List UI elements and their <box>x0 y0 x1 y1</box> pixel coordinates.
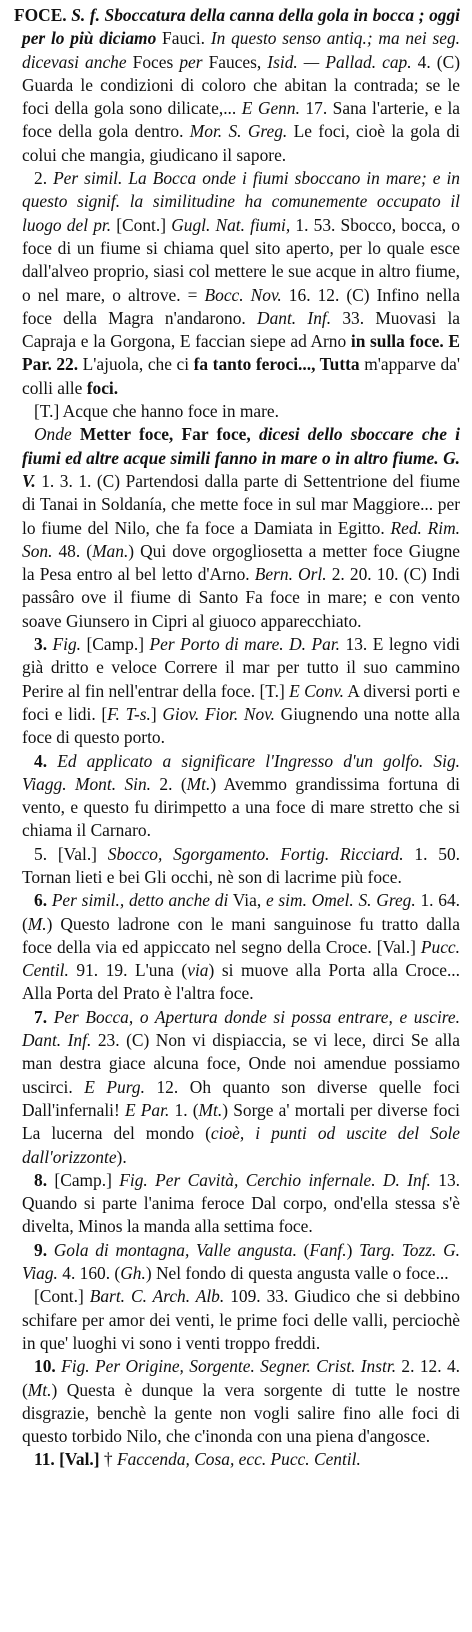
text-run: ) Qui dove orgogliosetta a metter foce Giugne la Pesa entro al bel letto d'Arno. <box>22 540 461 585</box>
text-run: In questo senso antiq.; ma nei seg. dicevasi anche <box>22 28 460 72</box>
entry-sense-paragraph <box>22 1448 460 1471</box>
text-run: 13. E legno vidi già dritto e veloce Correre il mar per tutto il suo cammino Perire al fin nell'entrar della foce. [T.] <box>22 634 461 701</box>
entry-sense-paragraph <box>22 1285 460 1355</box>
text-run: ) <box>346 1239 360 1260</box>
entry-sense-paragraph <box>22 423 460 633</box>
text-run: 8. <box>34 1169 55 1190</box>
text-run: 9. <box>34 1239 54 1260</box>
text-run: Giov. Fior. Nov. <box>162 703 275 724</box>
entry-sense-paragraph <box>22 1355 460 1448</box>
text-run: 3. <box>34 634 53 655</box>
text-run: S. f. Sboccatura della canna della gola in bocca ; oggi per lo più diciamo <box>22 5 460 49</box>
text-run: 5. [Val.] <box>34 843 108 864</box>
text-run: Dant. Inf. <box>257 307 332 328</box>
text-run: FOCE. <box>14 5 67 25</box>
text-run: ) Avemmo grandissima fortuna di vento, e questo fu dirimpetto a una foce di mare stretto che si chiama il Carnaro. <box>22 773 460 841</box>
text-run: L'ajuola, che ci <box>78 354 194 375</box>
text-run: Le foci, cioè la gola di colui che mangia, giudicano il sapore. <box>22 121 460 165</box>
text-run: A diversi porti e foci e lidi. [ <box>22 680 460 724</box>
text-run: 91. 19. L'una ( <box>68 960 188 981</box>
text-run: Mor. S. Greg. <box>189 121 288 142</box>
text-run: E Purg. <box>84 1076 145 1097</box>
text-run: 17. Sana l'arterie, e la foce della gola dentro. <box>22 98 461 142</box>
text-run: Gh. <box>120 1263 146 1284</box>
text-run: 2. 12. 4. ( <box>22 1356 460 1400</box>
text-run: ( <box>296 1239 310 1260</box>
text-run: Fauces, <box>202 51 268 72</box>
text-run: Per Bocca, o Apertura donde si possa entrare, e uscire. Dant. Inf. <box>22 1006 460 1051</box>
text-run: 7. <box>34 1006 54 1027</box>
text-run: ) Sorge a' mortali per diverse foci La lucerna del mondo ( <box>22 1099 460 1144</box>
text-run: 13. Quando si parte l'anima feroce Dal corpo, ond'ella stessa s'è divelta, Minos la manda alla settima foce. <box>22 1169 460 1237</box>
text-run: via <box>187 960 209 981</box>
text-run: 33. Muovasi la Capraja e la Gorgona, E faccian siepe ad Arno <box>22 307 460 352</box>
text-run: Fig. Per Cavità, Cerchio infernale. D. Inf. <box>119 1169 431 1190</box>
entry-sense-paragraph <box>22 400 460 423</box>
text-run: ) si muove alla Porta alla Croce... Alla Porta del Prato è l'altra foce. <box>22 960 460 1004</box>
text-run: 1. ( <box>169 1099 199 1120</box>
text-run: 12. Oh quanto son diverse quelle foci Dall'infernali! <box>22 1076 460 1120</box>
text-run: 4. 160. ( <box>57 1263 121 1284</box>
text-run: Per simil. La Bocca onde i fiumi sboccano in mare; e in questo signif. la similitudine ha comunemente occupato il luogo del pr. <box>22 168 461 235</box>
entry-sense-paragraph <box>22 633 460 749</box>
text-run: 48. ( <box>52 540 93 561</box>
text-run: Onde <box>34 424 72 445</box>
text-run: [Camp.] <box>81 634 150 655</box>
text-run: 2. ( <box>151 773 187 794</box>
text-run: m'apparve da' colli alle <box>22 354 461 398</box>
text-run: Mt. <box>27 1379 52 1400</box>
text-run: Mt. <box>186 773 211 794</box>
text-run: Fauci. <box>156 28 211 49</box>
text-run: M. <box>27 913 47 934</box>
text-run: Pucc. Centil. <box>22 936 460 981</box>
text-run: 1. 53. Sbocco, bocca, o foce di un fiume si chiama quel sito aperto, per lo quale esce dall'alveo proprio, siasi col mettere le sue acque in altro fiume, o nel mare, o altrove. = <box>22 214 460 305</box>
text-run: 109. 33. Giudico che si debbino schifare per amor dei venti, le prime foci delle valli, perciochè in que' luoghi vi sono i venti troppo freddi. <box>22 1286 461 1353</box>
text-run: Gola di montagna, Valle angusta. <box>53 1239 297 1260</box>
text-run: Ed applicato a significare l'Ingresso d'un golfo. Sig. Viagg. Mont. Sin. <box>22 750 461 794</box>
text-run: E Genn. <box>241 98 300 119</box>
text-run: Giugnendo una notte alla foce di questo porto. <box>22 703 460 748</box>
text-run: cioè, i punti od uscite del Sole dall'orizzonte <box>22 1123 461 1167</box>
text-run: Fig. Per Origine, Sorgente. Segner. Crist. Instr. <box>61 1356 397 1377</box>
entry-headword-paragraph <box>14 4 461 167</box>
text-run: 6. <box>34 890 52 911</box>
entry-sense-paragraph <box>22 750 460 843</box>
entry-sense-paragraph <box>22 1239 460 1286</box>
entry-sense-paragraph <box>22 167 460 400</box>
entry-sense-paragraph <box>22 889 460 1005</box>
text-run: 2. 20. 10. (C) Indi passâro ove il fiume di Santo Fa foce in mare; e con vento soave Giunsero in Cipri al giuoco apparecchiato. <box>22 564 460 631</box>
text-run: Red. Rim. Son. <box>22 517 460 561</box>
text-run: [T.] Acque che hanno foce in mare. <box>34 401 279 422</box>
text-run: 1. 50. Tornan lieti e bei Gli occhi, nè son di lacrime più foce. <box>22 843 460 887</box>
text-run: [Camp.] <box>54 1169 120 1190</box>
text-run: 11. [Val.] <box>34 1449 104 1470</box>
text-run: in sulla foce. E Par. 22. <box>22 331 460 375</box>
text-run: ). <box>116 1146 127 1167</box>
text-run: 10. <box>34 1356 62 1377</box>
text-run: † <box>103 1449 117 1470</box>
text-run: E Par. <box>124 1099 170 1120</box>
text-run: Targ. Tozz. G. Viag. <box>22 1239 460 1284</box>
text-run: [Cont.] <box>34 1286 90 1307</box>
text-run: 4. <box>34 750 58 771</box>
text-run: 23. (C) Non vi dispiaccia, se vi lece, dirci Se alla man destra giace alcuna foce, Onde noi amendue possiamo uscirci. <box>22 1030 460 1097</box>
text-run: Per simil., detto anche di <box>51 890 229 911</box>
text-run: 16. 12. (C) Infino nella foce della Magra n'andarono. <box>22 284 460 328</box>
text-run: 4. (C) Guarda le condizioni di coloro che abitan la contrada; se le foci della gola sono dilicate,... <box>22 51 460 119</box>
text-run: ) Nel fondo di questa angusta valle o foce... <box>145 1263 449 1284</box>
text-run: 1. 3. 1. (C) Partendosi dalla parte di Settentrione del fiume di Tanai in Soldanía, che mette foce in sul mar Maggiore... per lo fiume del Nilo, che fa foce a Damiata in Egitto. <box>22 470 460 538</box>
text-run: Via, <box>228 890 266 911</box>
text-run: Man. <box>92 540 129 561</box>
text-run: Bern. Orl. <box>254 564 327 585</box>
text-run: Bocc. Nov. <box>204 284 282 305</box>
text-run: Per Porto di mare. D. Par. <box>149 634 341 655</box>
text-run: ) Questa è dunque la vera sorgente di tutte le nostre disgrazie, benchè la gente non vogli salire fino alle foci di questo torbido Nilo, che c'inonda con una piena d'angosce. <box>22 1379 460 1447</box>
entry-sense-paragraph <box>22 1169 460 1239</box>
text-run: foci. <box>86 377 119 398</box>
text-run: per <box>179 51 203 72</box>
entry-sense-paragraph <box>22 1006 460 1169</box>
entry-sense-paragraph <box>22 843 460 890</box>
text-run: 1. 64. ( <box>22 890 461 934</box>
text-run: Isid. — Pallad. cap. <box>267 51 412 72</box>
text-run: E Conv. <box>289 680 344 701</box>
text-run: Metter foce, Far foce, <box>71 424 259 445</box>
text-run: 2. <box>34 168 54 189</box>
text-run: ] <box>150 703 163 724</box>
text-run: e sim. Omel. S. Greg. <box>265 890 416 911</box>
text-run: ) Questo ladrone con le mani sanguinose fu tratto dalla foce della via ed appiccato nel segno della Croce. [Val.] <box>22 913 460 957</box>
text-run: Bart. C. Arch. Alb. <box>89 1286 225 1307</box>
text-run: Mt. <box>198 1099 223 1120</box>
text-run: Gugl. Nat. fiumi, <box>171 214 291 235</box>
text-run: Fig. <box>52 634 82 655</box>
text-run: dicesi dello sboccare che i fiumi ed altre acque simili fanno in mare o in altro fiume. G. V. <box>22 424 461 491</box>
text-run: Foces <box>126 51 180 72</box>
text-run: Faccenda, Cosa, ecc. Pucc. Centil. <box>116 1449 361 1470</box>
text-run: F. T-s. <box>107 703 151 724</box>
text-run: [Cont.] <box>111 214 172 235</box>
text-run: Sbocco, Sgorgamento. Fortig. Ricciard. <box>107 843 404 864</box>
text-run: fa tanto feroci..., Tutta <box>193 354 360 375</box>
text-run: Fanf. <box>309 1239 347 1260</box>
